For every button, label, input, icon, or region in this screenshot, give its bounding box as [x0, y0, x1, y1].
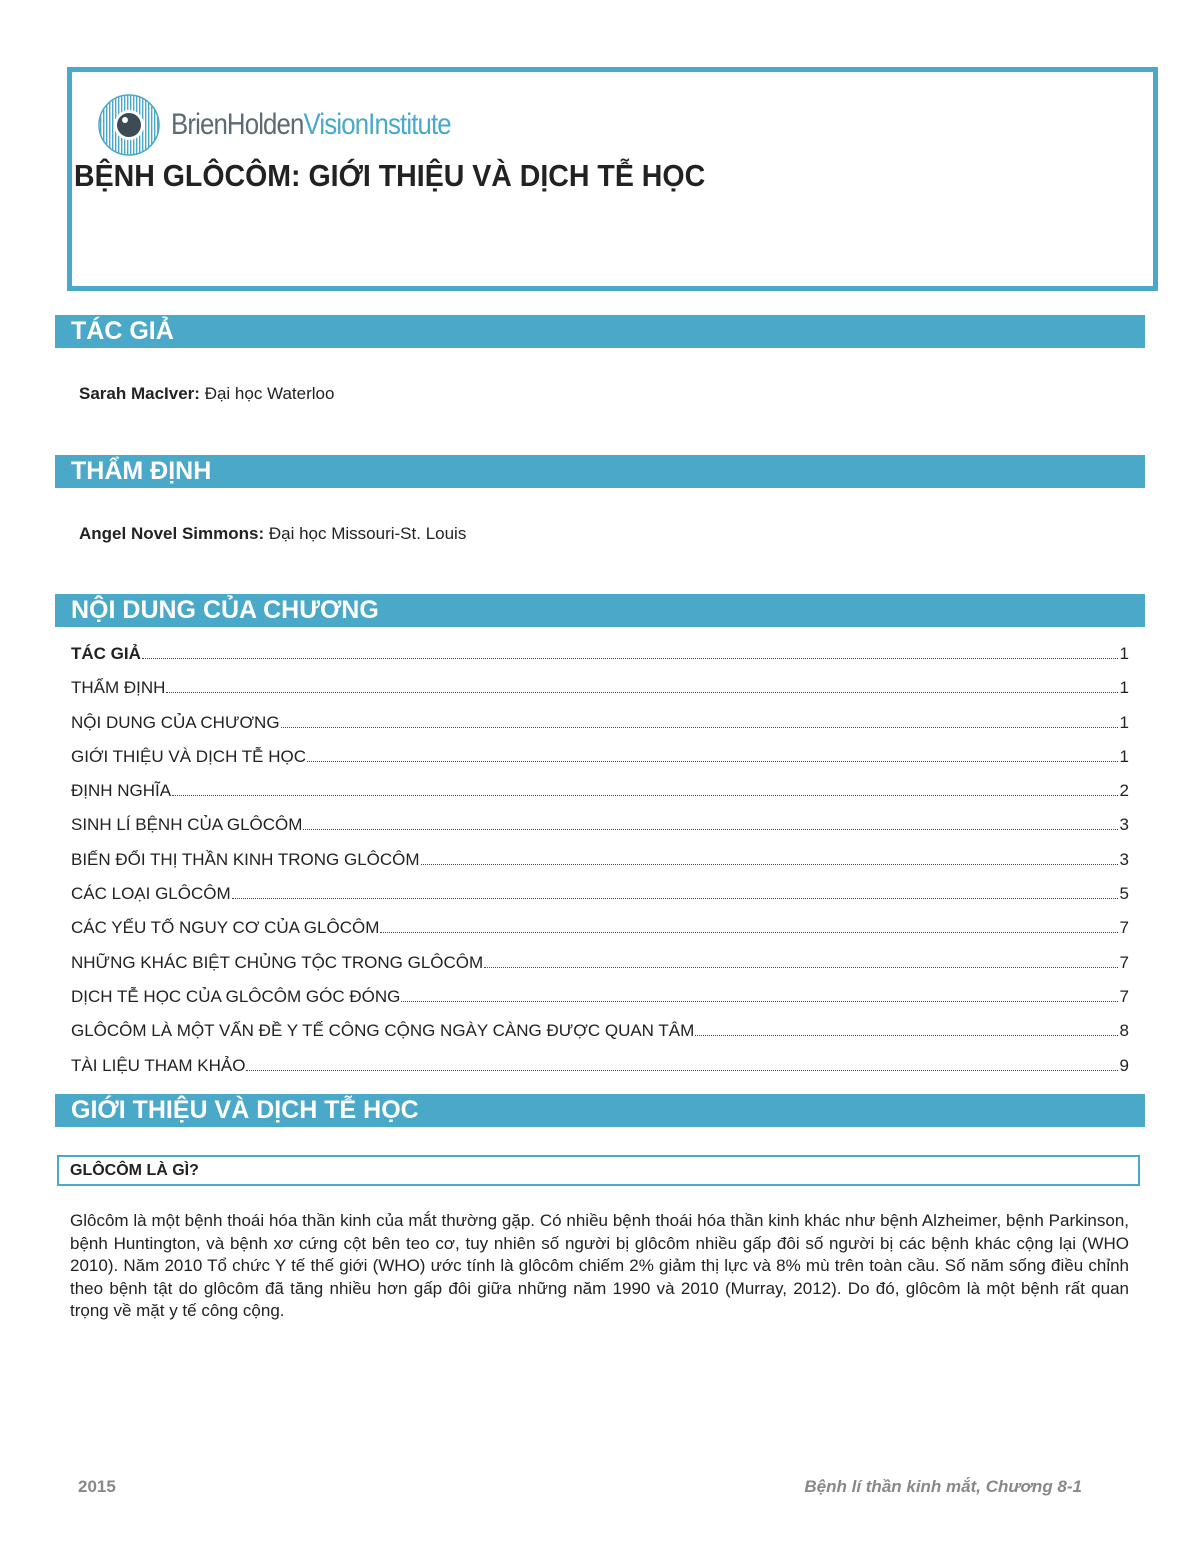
toc-item[interactable]: [71, 713, 1129, 747]
toc-item-title: ĐỊNH NGHĨA: [71, 781, 172, 801]
toc-item[interactable]: [71, 781, 1129, 815]
toc-item[interactable]: [71, 815, 1129, 849]
toc-leader: [142, 658, 1118, 659]
toc-leader: [380, 932, 1117, 933]
footer-year: 2015: [78, 1477, 116, 1496]
toc-item-title: CÁC YẾU TỐ NGUY CƠ CỦA GLÔCÔM: [71, 918, 380, 938]
toc-item-title: GIỚI THIỆU VÀ DỊCH TỄ HỌC: [71, 746, 306, 766]
author-affiliation: Đại học Waterloo: [204, 384, 335, 403]
toc-leader: [246, 1070, 1117, 1071]
toc-item[interactable]: [71, 1056, 1129, 1090]
toc-item-title: GLÔCÔM LÀ MỘT VẤN ĐỀ Y TẾ CÔNG CỘNG NGÀY CÀNG ĐƯỢC QUAN TÂM: [71, 1021, 695, 1041]
toc-item-title: NỘI DUNG CỦA CHƯƠNG: [71, 712, 280, 732]
author-line: [79, 384, 334, 404]
toc-item-page: 7: [1119, 952, 1129, 972]
toc-item[interactable]: [71, 850, 1129, 884]
toc-leader: [484, 967, 1117, 968]
toc-item-page: 8: [1119, 1021, 1129, 1041]
toc-item-page: 1: [1119, 746, 1129, 766]
toc-item-title: TÁC GIẢ: [71, 644, 141, 663]
logo-text-vision-institute: VisionInstitute: [303, 108, 451, 141]
toc-item-page: 7: [1119, 918, 1129, 938]
reviewer-name: Angel Novel Simmons:: [79, 524, 265, 543]
toc-item-title: SINH LÍ BỆNH CỦA GLÔCÔM: [71, 815, 303, 835]
body-paragraph: Glôcôm là một bệnh thoái hóa thần kinh của mắt thường gặp. Có nhiều bệnh thoái hóa thần kinh khác như bệnh Alzheimer, bệnh Parkinson, bệnh Huntington, và bệnh xơ cứng cột bên teo cơ, tuy nhiên số người bị glôcôm nhiều gấp đôi số người bị các bệnh khác cộng lại (WHO 2010). Năm 2010 Tổ chức Y tế thế giới (WHO) ước tính là glôcôm chiếm 2% giảm thị lực và 8% mù trên toàn cầu. Số năm sống điều chỉnh theo bệnh tật do glôcôm đã tăng nhiều hơn gấp đôi giữa những năm 1990 và 2010 (Murray, 2012). Do đó, glôcôm là một bệnh rất quan trọng về mặt y tế công cộng.: [70, 1211, 1129, 1321]
toc-leader: [281, 727, 1118, 728]
toc-item-page: 1: [1119, 678, 1129, 698]
brien-holden-logo: [97, 90, 496, 160]
toc-leader: [303, 829, 1117, 830]
toc-item-page: 3: [1119, 815, 1129, 835]
reviewer-affiliation: Đại học Missouri-St. Louis: [268, 524, 467, 543]
toc-leader: [307, 761, 1118, 762]
section-header-authors: TÁC GIẢ: [55, 315, 1145, 348]
toc-item-title: TÀI LIỆU THAM KHẢO: [71, 1055, 246, 1075]
toc-item[interactable]: [71, 678, 1129, 712]
table-of-contents: [71, 644, 1129, 1090]
toc-leader: [695, 1035, 1117, 1036]
toc-leader: [401, 1001, 1117, 1002]
section-header-intro: GIỚI THIỆU VÀ DỊCH TỄ HỌC: [55, 1094, 1145, 1127]
toc-item[interactable]: [71, 1021, 1129, 1055]
toc-item-title: BIẾN ĐỔI THỊ THẦN KINH TRONG GLÔCÔM: [71, 849, 420, 869]
toc-item-title: THẨM ĐỊNH: [71, 678, 166, 698]
toc-item[interactable]: [71, 953, 1129, 987]
toc-item-page: 5: [1119, 884, 1129, 904]
page-title: BỆNH GLÔCÔM: GIỚI THIỆU VÀ DỊCH TỄ HỌC: [74, 158, 706, 193]
toc-item[interactable]: [71, 884, 1129, 918]
toc-item[interactable]: [71, 747, 1129, 781]
toc-item-page: 7: [1119, 986, 1129, 1006]
toc-item[interactable]: [71, 918, 1129, 952]
eye-logo-icon: [97, 93, 161, 157]
toc-leader: [172, 795, 1117, 796]
toc-item-page: 1: [1119, 644, 1129, 663]
logo-text: [171, 108, 451, 142]
logo-text-brien-holden: BrienHolden: [171, 108, 304, 141]
reviewer-line: [79, 524, 466, 544]
section-header-review: THẨM ĐỊNH: [55, 455, 1145, 488]
footer-chapter: Bệnh lí thần kinh mắt, Chương 8-1: [804, 1477, 1082, 1496]
toc-leader: [166, 692, 1117, 693]
toc-leader: [421, 864, 1118, 865]
header-box: [67, 67, 1158, 291]
section-header-contents: NỘI DUNG CỦA CHƯƠNG: [55, 594, 1145, 627]
toc-item-page: 3: [1119, 849, 1129, 869]
subsection-heading: GLÔCÔM LÀ GÌ?: [57, 1155, 1140, 1186]
toc-item-title: DỊCH TỄ HỌC CỦA GLÔCÔM GÓC ĐÓNG: [71, 986, 401, 1006]
toc-item-page: 1: [1119, 712, 1129, 732]
toc-item[interactable]: [71, 644, 1129, 678]
toc-item[interactable]: [71, 987, 1129, 1021]
author-name: Sarah MacIver:: [79, 384, 200, 403]
toc-item-title: NHỮNG KHÁC BIỆT CHỦNG TỘC TRONG GLÔCÔM: [71, 952, 484, 972]
toc-item-page: 2: [1119, 781, 1129, 801]
toc-item-title: CÁC LOẠI GLÔCÔM: [71, 884, 231, 904]
toc-leader: [232, 898, 1118, 899]
toc-item-page: 9: [1119, 1055, 1129, 1075]
